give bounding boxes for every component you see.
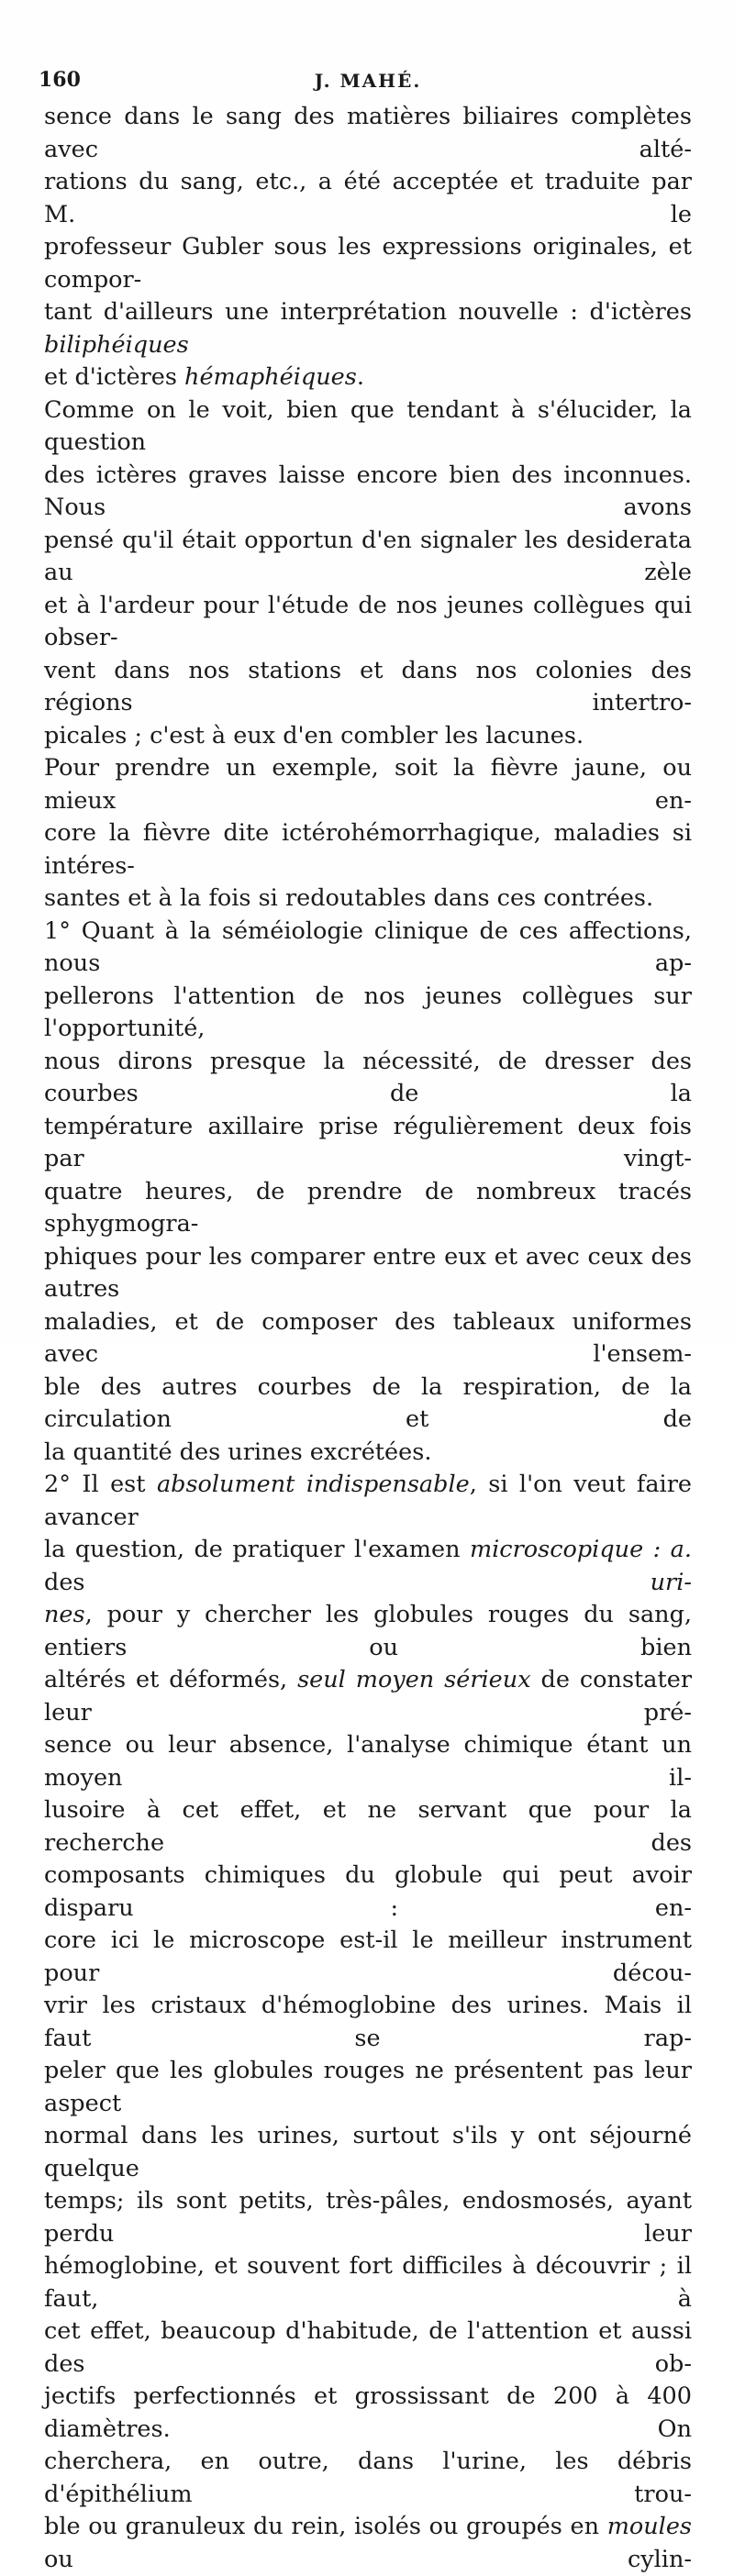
text-line [44,1599,692,1664]
page-number: 160 [39,68,81,92]
text-line [44,296,692,361]
text-line [44,394,692,460]
body-text [44,101,692,2576]
text-run: 1° Quant à la séméiologie clinique de ces affections, nous ap- [44,916,692,977]
text-run: la quantité des urines excrétées. [44,1438,432,1466]
text-line [44,1794,692,1860]
text-line [44,1111,692,1176]
text-line [44,1534,692,1599]
italic-text: seul moyen sérieux [297,1666,531,1693]
text-run: , pour y chercher les globules rouges du sang, entiers ou bien [44,1601,692,1661]
text-run: ou cylin- [44,2545,692,2573]
text-run: , si l'on veut faire avancer [44,1471,692,1531]
text-run: sence dans le sang des matières biliaires complètes avec alté- [44,103,692,163]
page-header [39,68,697,95]
text-run: nous dirons presque la nécessité, de dresser des courbes de la [44,1047,692,1107]
text-line [44,1437,692,1470]
text-run: santes et à la fois si redoutables dans ces contrées. [44,884,654,912]
text-run: professeur Gubler sous les expressions originales, et compor- [44,233,692,294]
text-run: des [44,1568,651,1596]
text-run: quatre heures, de prendre de nombreux tracés sphygmogra- [44,1177,692,1238]
text-line [44,460,692,525]
text-run: temps; ils sont petits, très-pâles, endosmosés, ayant perdu leur [44,2187,692,2248]
italic-text: nes [44,1601,85,1628]
text-run: phiques pour les comparer entre eux et avec ceux des autres [44,1242,692,1303]
text-line [44,817,692,883]
italic-text: moules [606,2513,692,2540]
text-run: la question, de pratiquer l'examen [44,1536,470,1563]
text-line [44,2446,692,2511]
text-line [44,1371,692,1437]
text-line [44,1729,692,1794]
text-run: lusoire à cet effet, et ne servant que pour la recherche des [44,1796,692,1857]
text-line [44,525,692,590]
italic-text: uri- [650,1568,692,1596]
text-run: et d'ictères [44,363,185,391]
text-run: cet effet, beaucoup d'habitude, de l'attention et aussi des ob- [44,2317,692,2378]
text-line [44,2315,692,2381]
text-line [44,101,692,166]
text-run: sence ou leur absence, l'analyse chimique étant un moyen il- [44,1731,692,1792]
text-line [44,2055,692,2120]
text-line [44,2120,692,2185]
italic-text: hémaphéiques [184,363,357,391]
italic-text: microscopique : a. [469,1536,692,1563]
text-run: Pour prendre un exemple, soit la fièvre jaune, ou mieux en- [44,754,692,815]
text-line [44,720,692,753]
text-line [44,1046,692,1111]
text-line [44,981,692,1046]
text-run: peler que les globules rouges ne présentent pas leur aspect [44,2057,692,2117]
text-line [44,2185,692,2250]
text-line [44,590,692,655]
text-run: maladies, et de composer des tableaux uniformes avec l'ensem- [44,1307,692,1368]
text-run: composants chimiques du globule qui peut avoir disparu : en- [44,1861,692,1922]
text-line [44,916,692,981]
text-run: et à l'ardeur pour l'étude de nos jeunes collègues qui obser- [44,591,692,651]
text-line [44,1469,692,1534]
text-line [44,166,692,231]
text-line [44,1664,692,1729]
text-line [44,655,692,720]
text-line [44,883,692,916]
text-line [44,1860,692,1925]
text-run: tant d'ailleurs une interprétation nouvelle : d'ictères [44,298,692,326]
text-run: core la fièvre dite ictérohémorrhagique, maladies si intéres- [44,819,692,880]
text-run: pensé qu'il était opportun d'en signaler les desiderata au zèle [44,526,692,586]
text-line [44,1990,692,2055]
text-run: 2° Il est [44,1471,157,1498]
text-run: ble des autres courbes de la respiration, de la circulation et de [44,1372,692,1433]
text-run: core ici le microscope est-il le meilleur instrument pour décou- [44,1926,692,1987]
text-run: cherchera, en outre, dans l'urine, les débris d'épithélium trou- [44,2448,692,2508]
text-run: de constater leur pré- [44,1666,693,1727]
text-run: rations du sang, etc., a été acceptée et traduite par M. le [44,168,692,228]
text-run: température axillaire prise régulièrement deux fois par vingt- [44,1112,692,1172]
text-run: ble ou granuleux du rein, isolés ou groupés en [44,2513,607,2540]
text-run: hémoglobine, et souvent fort difficiles à découvrir ; il faut, à [44,2252,692,2313]
text-run: Comme on le voit, bien que tendant à s'élucider, la question [44,395,692,456]
running-head: J. MAHÉ. [314,70,422,92]
text-line [44,1925,692,1990]
text-run: altérés et déformés, [44,1666,298,1693]
italic-text: absolument indispensable [156,1471,470,1498]
text-run: picales ; c'est à eux d'en combler les lacunes. [44,721,584,749]
text-line [44,1306,692,1371]
text-line [44,1241,692,1306]
text-line [44,2511,692,2576]
text-line [44,361,692,394]
italic-text: biliphéiques [44,330,189,359]
text-line [44,231,692,296]
text-run: jectifs perfectionnés et grossissant de 200 à 400 diamètres. On [44,2382,692,2443]
text-line [44,2250,692,2315]
text-line [44,2381,692,2446]
text-run: normal dans les urines, surtout s'ils y ont séjourné quelque [44,2122,692,2182]
text-line [44,1176,692,1241]
text-run: vrir les cristaux d'hémoglobine des urines. Mais il faut se rap- [44,1992,692,2052]
text-run: vent dans nos stations et dans nos colonies des régions intertro- [44,656,692,716]
text-line [44,752,692,817]
text-run: pellerons l'attention de nos jeunes collègues sur l'opportunité, [44,982,692,1042]
text-run: des ictères graves laisse encore bien des inconnues. Nous avons [44,461,692,521]
text-run: . [356,363,364,391]
